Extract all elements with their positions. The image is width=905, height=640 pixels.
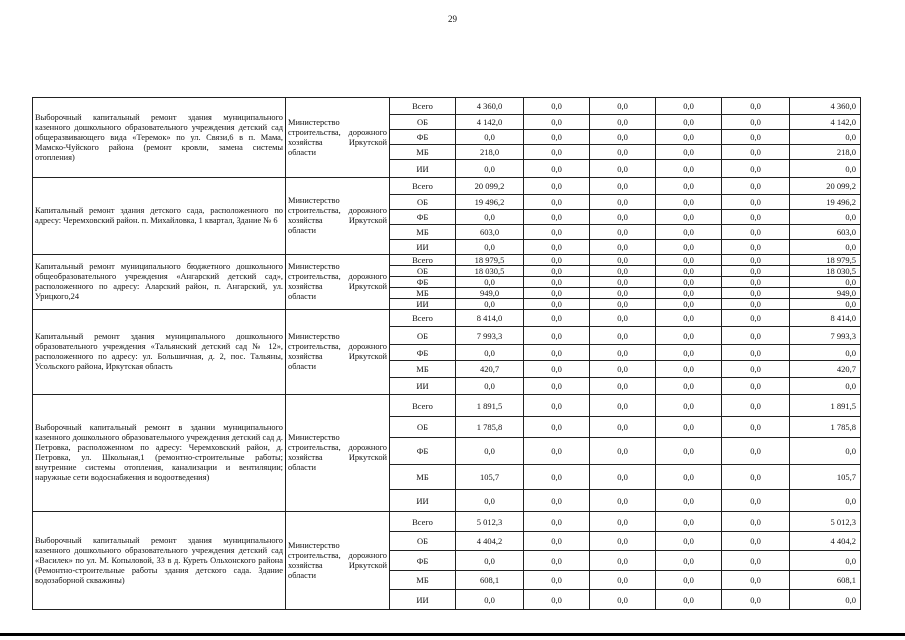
funding-source: ОБ	[390, 195, 456, 210]
amount-cell: 0,0	[524, 98, 590, 115]
amount-cell-first: 0,0	[456, 551, 524, 571]
amount-cell: 0,0	[656, 327, 722, 345]
amount-cell-total: 218,0	[790, 145, 861, 160]
amount-cell-first: 603,0	[456, 225, 524, 240]
amount-cell: 0,0	[524, 395, 590, 417]
budget-table	[32, 97, 861, 610]
amount-cell-first: 420,7	[456, 361, 524, 378]
funding-source: МБ	[390, 465, 456, 490]
amount-cell: 0,0	[590, 130, 656, 145]
amount-cell: 0,0	[656, 395, 722, 417]
amount-cell: 0,0	[590, 98, 656, 115]
amount-cell: 0,0	[656, 438, 722, 465]
amount-cell: 0,0	[524, 288, 590, 299]
amount-cell: 0,0	[524, 512, 590, 532]
amount-cell-first: 7 993,3	[456, 327, 524, 345]
amount-cell: 0,0	[656, 160, 722, 178]
amount-cell: 0,0	[656, 115, 722, 130]
funding-source: ИИ	[390, 160, 456, 178]
amount-cell: 0,0	[524, 299, 590, 310]
amount-cell-total: 0,0	[790, 160, 861, 178]
amount-cell-total: 0,0	[790, 299, 861, 310]
amount-cell-first: 1 891,5	[456, 395, 524, 417]
funding-source: Всего	[390, 98, 456, 115]
amount-cell-total: 0,0	[790, 277, 861, 288]
amount-cell: 0,0	[656, 590, 722, 610]
amount-cell: 0,0	[722, 438, 790, 465]
amount-cell: 0,0	[722, 512, 790, 532]
amount-cell-first: 0,0	[456, 277, 524, 288]
amount-cell-total: 603,0	[790, 225, 861, 240]
amount-cell: 0,0	[590, 465, 656, 490]
amount-cell: 0,0	[590, 277, 656, 288]
amount-cell: 0,0	[524, 145, 590, 160]
amount-cell: 0,0	[524, 532, 590, 551]
funding-source: ФБ	[390, 551, 456, 571]
responsible-ministry: Министерство строительства, дорожного хозяйства Иркутской области	[286, 178, 390, 255]
amount-cell: 0,0	[656, 288, 722, 299]
funding-source: ИИ	[390, 590, 456, 610]
amount-cell-total: 949,0	[790, 288, 861, 299]
amount-cell: 0,0	[590, 378, 656, 395]
amount-cell: 0,0	[656, 512, 722, 532]
table-row	[33, 255, 861, 266]
funding-source: ИИ	[390, 240, 456, 255]
amount-cell-total: 0,0	[790, 490, 861, 512]
amount-cell-total: 19 496,2	[790, 195, 861, 210]
amount-cell-total: 0,0	[790, 378, 861, 395]
amount-cell-first: 19 496,2	[456, 195, 524, 210]
amount-cell-total: 0,0	[790, 240, 861, 255]
amount-cell: 0,0	[722, 590, 790, 610]
funding-source: Всего	[390, 395, 456, 417]
amount-cell: 0,0	[590, 590, 656, 610]
amount-cell-total: 4 360,0	[790, 98, 861, 115]
project-description: Капитальный ремонт здания детского сада, расположенного по адресу: Черемховский район. п. Михайловка, 1 квартал, Здание № 6	[33, 178, 286, 255]
amount-cell-first: 5 012,3	[456, 512, 524, 532]
amount-cell: 0,0	[656, 145, 722, 160]
amount-cell-first: 0,0	[456, 210, 524, 225]
amount-cell-first: 0,0	[456, 378, 524, 395]
amount-cell: 0,0	[590, 438, 656, 465]
amount-cell-first: 218,0	[456, 145, 524, 160]
amount-cell: 0,0	[722, 571, 790, 590]
amount-cell: 0,0	[722, 255, 790, 266]
amount-cell: 0,0	[590, 327, 656, 345]
project-description: Выборочный капитальный ремонт в здании муниципального казенного дошкольного образовательного учреждения детский сад д. Петровка, расположенном по адресу: Черемховский район, д. Петровка, ул. Школьная,1 (ремонтно-строительные работы; внутренние системы отопления, канализации и вентиляции; наружные сети водоснабжения и водоотведения)	[33, 395, 286, 512]
amount-cell: 0,0	[722, 551, 790, 571]
funding-source: ФБ	[390, 130, 456, 145]
amount-cell: 0,0	[590, 210, 656, 225]
amount-cell-first: 18 030,5	[456, 266, 524, 277]
amount-cell: 0,0	[590, 490, 656, 512]
responsible-ministry: Министерство строительства, дорожного хозяйства Иркутской области	[286, 310, 390, 395]
funding-source: МБ	[390, 225, 456, 240]
amount-cell: 0,0	[524, 266, 590, 277]
table-row	[33, 395, 861, 417]
amount-cell: 0,0	[590, 288, 656, 299]
amount-cell: 0,0	[656, 178, 722, 195]
amount-cell: 0,0	[590, 361, 656, 378]
amount-cell-total: 608,1	[790, 571, 861, 590]
funding-source: ФБ	[390, 277, 456, 288]
amount-cell: 0,0	[524, 195, 590, 210]
table-row	[33, 98, 861, 115]
project-description: Выборочный капитальный ремонт здания муниципального казенного дошкольного образовательного учреждения детский сад общеразвивающего вида «Теремок» по ул. Связи,6 в п. Мама, Мамско-Чуйского района (ремонт кровли, замена системы отопления)	[33, 98, 286, 178]
amount-cell-total: 5 012,3	[790, 512, 861, 532]
amount-cell: 0,0	[722, 310, 790, 327]
funding-source: ИИ	[390, 378, 456, 395]
amount-cell: 0,0	[524, 571, 590, 590]
amount-cell-first: 0,0	[456, 438, 524, 465]
amount-cell: 0,0	[722, 195, 790, 210]
amount-cell: 0,0	[590, 395, 656, 417]
amount-cell: 0,0	[590, 145, 656, 160]
amount-cell: 0,0	[590, 115, 656, 130]
amount-cell-total: 1 891,5	[790, 395, 861, 417]
funding-source: ОБ	[390, 266, 456, 277]
amount-cell-total: 20 099,2	[790, 178, 861, 195]
amount-cell: 0,0	[590, 310, 656, 327]
amount-cell: 0,0	[656, 417, 722, 438]
amount-cell: 0,0	[590, 160, 656, 178]
amount-cell: 0,0	[656, 571, 722, 590]
amount-cell: 0,0	[656, 255, 722, 266]
amount-cell-total: 0,0	[790, 210, 861, 225]
amount-cell-first: 105,7	[456, 465, 524, 490]
amount-cell: 0,0	[722, 225, 790, 240]
funding-source: МБ	[390, 571, 456, 590]
amount-cell: 0,0	[656, 195, 722, 210]
table-row	[33, 310, 861, 327]
amount-cell: 0,0	[656, 532, 722, 551]
amount-cell-total: 105,7	[790, 465, 861, 490]
amount-cell: 0,0	[656, 361, 722, 378]
amount-cell: 0,0	[722, 288, 790, 299]
amount-cell: 0,0	[722, 299, 790, 310]
amount-cell: 0,0	[722, 266, 790, 277]
amount-cell: 0,0	[722, 395, 790, 417]
amount-cell-total: 18 030,5	[790, 266, 861, 277]
amount-cell: 0,0	[656, 551, 722, 571]
table-row	[33, 512, 861, 532]
amount-cell: 0,0	[722, 178, 790, 195]
amount-cell: 0,0	[524, 225, 590, 240]
amount-cell: 0,0	[722, 115, 790, 130]
project-description: Капитальный ремонт здания муниципального дошкольного образовательного учреждения «Тальянский детский сад № 12», расположенного по адресу: ул. Большичная, д. 2, пос. Тальяны, Усольского района, Иркутская область	[33, 310, 286, 395]
funding-source: Всего	[390, 255, 456, 266]
funding-source: МБ	[390, 361, 456, 378]
amount-cell: 0,0	[590, 345, 656, 361]
amount-cell-total: 18 979,5	[790, 255, 861, 266]
funding-source: Всего	[390, 178, 456, 195]
amount-cell: 0,0	[656, 310, 722, 327]
amount-cell: 0,0	[524, 417, 590, 438]
amount-cell: 0,0	[656, 490, 722, 512]
amount-cell: 0,0	[722, 465, 790, 490]
amount-cell: 0,0	[524, 345, 590, 361]
amount-cell: 0,0	[656, 130, 722, 145]
table-body	[33, 98, 861, 610]
amount-cell: 0,0	[590, 532, 656, 551]
amount-cell: 0,0	[722, 98, 790, 115]
amount-cell: 0,0	[656, 465, 722, 490]
amount-cell: 0,0	[590, 225, 656, 240]
funding-source: ОБ	[390, 417, 456, 438]
amount-cell-total: 0,0	[790, 551, 861, 571]
responsible-ministry: Министерство строительства, дорожного хозяйства Иркутской области	[286, 395, 390, 512]
amount-cell-total: 1 785,8	[790, 417, 861, 438]
amount-cell: 0,0	[524, 160, 590, 178]
amount-cell: 0,0	[590, 195, 656, 210]
amount-cell: 0,0	[722, 378, 790, 395]
amount-cell: 0,0	[656, 240, 722, 255]
amount-cell-first: 4 142,0	[456, 115, 524, 130]
amount-cell: 0,0	[722, 532, 790, 551]
amount-cell: 0,0	[590, 240, 656, 255]
amount-cell: 0,0	[722, 240, 790, 255]
amount-cell: 0,0	[524, 255, 590, 266]
amount-cell-first: 949,0	[456, 288, 524, 299]
amount-cell-first: 0,0	[456, 590, 524, 610]
amount-cell: 0,0	[590, 299, 656, 310]
amount-cell: 0,0	[722, 345, 790, 361]
funding-source: ИИ	[390, 299, 456, 310]
amount-cell-total: 420,7	[790, 361, 861, 378]
amount-cell: 0,0	[524, 210, 590, 225]
amount-cell: 0,0	[524, 277, 590, 288]
funding-source: ОБ	[390, 115, 456, 130]
amount-cell-first: 4 404,2	[456, 532, 524, 551]
amount-cell-total: 0,0	[790, 438, 861, 465]
responsible-ministry: Министерство строительства, дорожного хозяйства Иркутской области	[286, 98, 390, 178]
amount-cell: 0,0	[656, 277, 722, 288]
amount-cell-total: 4 142,0	[790, 115, 861, 130]
amount-cell: 0,0	[656, 345, 722, 361]
amount-cell-first: 4 360,0	[456, 98, 524, 115]
amount-cell: 0,0	[722, 490, 790, 512]
amount-cell: 0,0	[656, 210, 722, 225]
funding-source: МБ	[390, 145, 456, 160]
amount-cell: 0,0	[590, 571, 656, 590]
amount-cell: 0,0	[590, 417, 656, 438]
amount-cell-first: 8 414,0	[456, 310, 524, 327]
funding-source: ИИ	[390, 490, 456, 512]
funding-source: ФБ	[390, 210, 456, 225]
amount-cell-first: 0,0	[456, 160, 524, 178]
amount-cell: 0,0	[524, 240, 590, 255]
amount-cell: 0,0	[524, 327, 590, 345]
funding-source: ФБ	[390, 345, 456, 361]
amount-cell: 0,0	[524, 551, 590, 571]
project-description: Выборочный капитальный ремонт здания муниципального казенного дошкольного образовательного учреждения детский сад «Василек» по ул. М. Копыловой, 33 в д. Куреть Ольхонского района (Ремонтно-строительные работы здания детского сада. Здание водозаборной скважины)	[33, 512, 286, 610]
amount-cell: 0,0	[524, 490, 590, 512]
amount-cell: 0,0	[524, 178, 590, 195]
amount-cell: 0,0	[722, 277, 790, 288]
funding-source: ОБ	[390, 532, 456, 551]
amount-cell-first: 1 785,8	[456, 417, 524, 438]
amount-cell: 0,0	[656, 98, 722, 115]
amount-cell-first: 20 099,2	[456, 178, 524, 195]
responsible-ministry: Министерство строительства, дорожного хозяйства Иркутской области	[286, 255, 390, 310]
amount-cell: 0,0	[524, 465, 590, 490]
amount-cell: 0,0	[722, 327, 790, 345]
amount-cell: 0,0	[722, 130, 790, 145]
amount-cell-total: 0,0	[790, 345, 861, 361]
funding-source: ФБ	[390, 438, 456, 465]
amount-cell-first: 0,0	[456, 490, 524, 512]
amount-cell-total: 0,0	[790, 590, 861, 610]
amount-cell: 0,0	[722, 160, 790, 178]
amount-cell-first: 608,1	[456, 571, 524, 590]
amount-cell: 0,0	[722, 361, 790, 378]
amount-cell: 0,0	[590, 551, 656, 571]
amount-cell: 0,0	[524, 438, 590, 465]
amount-cell-total: 0,0	[790, 130, 861, 145]
amount-cell-first: 0,0	[456, 130, 524, 145]
amount-cell: 0,0	[656, 266, 722, 277]
amount-cell-total: 8 414,0	[790, 310, 861, 327]
amount-cell-total: 7 993,3	[790, 327, 861, 345]
amount-cell: 0,0	[722, 145, 790, 160]
amount-cell-first: 18 979,5	[456, 255, 524, 266]
amount-cell: 0,0	[524, 130, 590, 145]
amount-cell-first: 0,0	[456, 299, 524, 310]
responsible-ministry: Министерство строительства, дорожного хозяйства Иркутской области	[286, 512, 390, 610]
scan-edge-divider	[0, 633, 905, 636]
table-row	[33, 178, 861, 195]
amount-cell: 0,0	[524, 310, 590, 327]
amount-cell: 0,0	[590, 512, 656, 532]
amount-cell: 0,0	[656, 378, 722, 395]
amount-cell: 0,0	[722, 417, 790, 438]
amount-cell: 0,0	[656, 225, 722, 240]
amount-cell: 0,0	[524, 378, 590, 395]
funding-source: ОБ	[390, 327, 456, 345]
funding-source: МБ	[390, 288, 456, 299]
funding-source: Всего	[390, 310, 456, 327]
amount-cell: 0,0	[656, 299, 722, 310]
amount-cell: 0,0	[590, 266, 656, 277]
amount-cell: 0,0	[590, 178, 656, 195]
amount-cell: 0,0	[590, 255, 656, 266]
amount-cell-first: 0,0	[456, 240, 524, 255]
amount-cell: 0,0	[524, 590, 590, 610]
amount-cell: 0,0	[524, 361, 590, 378]
amount-cell-total: 4 404,2	[790, 532, 861, 551]
project-description: Капитальный ремонт муниципального бюджетного дошкольного общеобразовательного учреждения «Ангарский детский сад», расположенного по адресу: Аларский район, п. Ангарский, ул. Урицкого,24	[33, 255, 286, 310]
amount-cell: 0,0	[524, 115, 590, 130]
page-number: 29	[448, 14, 457, 24]
amount-cell: 0,0	[722, 210, 790, 225]
amount-cell-first: 0,0	[456, 345, 524, 361]
funding-source: Всего	[390, 512, 456, 532]
